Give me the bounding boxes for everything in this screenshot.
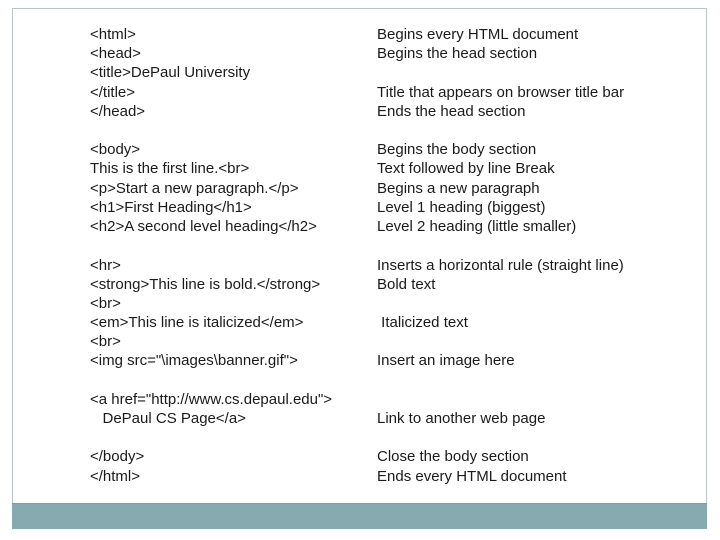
- code-line-paragraph: <p>Start a new paragraph.</p>: [90, 180, 299, 197]
- desc-italic: Italicized text: [377, 314, 468, 331]
- desc-body-close: Close the body section: [377, 448, 529, 465]
- desc-image: Insert an image here: [377, 352, 515, 369]
- code-line-h2: <h2>A second level heading</h2>: [90, 218, 317, 235]
- desc-bold: Bold text: [377, 276, 436, 293]
- desc-line-break: Text followed by line Break: [377, 160, 555, 177]
- code-line-br-1: <br>: [90, 295, 121, 312]
- code-line-head-open: <head>: [90, 45, 141, 62]
- code-line-html-open: <html>: [90, 26, 136, 43]
- code-line-html-close: </html>: [90, 468, 141, 485]
- code-line-img: <img src="\images\banner.gif">: [90, 352, 298, 369]
- desc-hr: Inserts a horizontal rule (straight line): [377, 257, 624, 274]
- code-line-head-close: </head>: [90, 103, 146, 120]
- desc-paragraph: Begins a new paragraph: [377, 180, 540, 197]
- desc-link: Link to another web page: [377, 410, 546, 427]
- code-line-h1: <h1>First Heading</h1>: [90, 199, 252, 216]
- code-line-body-close: </body>: [90, 448, 145, 465]
- desc-h1: Level 1 heading (biggest): [377, 199, 546, 216]
- code-line-hr: <hr>: [90, 257, 121, 274]
- code-line-first-line: This is the first line.<br>: [90, 160, 250, 177]
- code-line-anchor-text: DePaul CS Page</a>: [90, 410, 246, 427]
- desc-head-close: Ends the head section: [377, 103, 526, 120]
- desc-html-open: Begins every HTML document: [377, 26, 579, 43]
- desc-h2: Level 2 heading (little smaller): [377, 218, 577, 235]
- code-line-anchor-open: <a href="http://www.cs.depaul.edu">: [90, 391, 333, 408]
- code-line-body-open: <body>: [90, 141, 141, 158]
- desc-body-open: Begins the body section: [377, 141, 537, 158]
- code-line-br-2: <br>: [90, 333, 121, 350]
- code-line-em: <em>This line is italicized</em>: [90, 314, 304, 331]
- code-line-title-open: <title>DePaul University: [90, 64, 251, 81]
- desc-title: Title that appears on browser title bar: [377, 84, 625, 101]
- code-line-strong: <strong>This line is bold.</strong>: [90, 276, 321, 293]
- code-line-title-close: </title>: [90, 84, 136, 101]
- desc-html-close: Ends every HTML document: [377, 468, 567, 485]
- desc-head-open: Begins the head section: [377, 45, 538, 62]
- footer-bar: [12, 503, 707, 529]
